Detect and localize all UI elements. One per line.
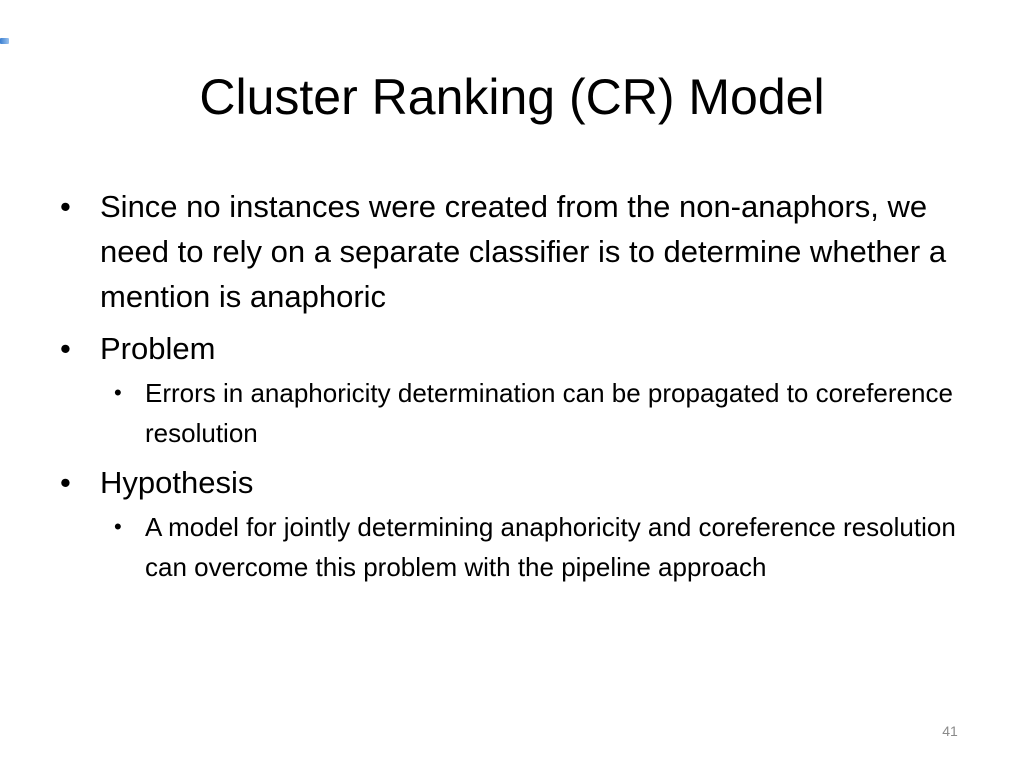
sub-bullet-item bbox=[100, 373, 976, 453]
sub-bullet-icon: • bbox=[114, 514, 122, 539]
sub-bullet-list bbox=[100, 507, 976, 587]
sub-bullet-text: Errors in anaphoricity determination can be propagated to coreference resolution bbox=[145, 378, 961, 448]
bullet-icon: • bbox=[60, 465, 71, 500]
bullet-icon: • bbox=[60, 331, 71, 366]
sub-bullet-text: A model for jointly determining anaphoricity and coreference resolution can overcome this problem with the pipeline approach bbox=[145, 512, 971, 582]
bullet-text: Hypothesis bbox=[100, 465, 254, 500]
corner-decoration bbox=[0, 38, 9, 44]
page-number: 41 bbox=[942, 723, 958, 739]
bullet-list bbox=[56, 184, 976, 587]
sub-bullet-item bbox=[100, 507, 976, 587]
bullet-item-rely-on-classifier bbox=[56, 184, 976, 319]
sub-bullet-list bbox=[100, 373, 976, 453]
slide-body bbox=[56, 184, 976, 594]
bullet-text: Since no instances were created from the non-anaphors, we need to rely on a separate classifier is to determine whether a mention is anaphoric bbox=[100, 189, 947, 314]
bullet-text: Problem bbox=[100, 331, 216, 366]
bullet-icon: • bbox=[60, 189, 71, 224]
slide-title: Cluster Ranking (CR) Model bbox=[199, 69, 825, 125]
sub-bullet-icon: • bbox=[114, 380, 122, 405]
bullet-item-hypothesis bbox=[56, 460, 976, 587]
bullet-item-problem bbox=[56, 326, 976, 453]
